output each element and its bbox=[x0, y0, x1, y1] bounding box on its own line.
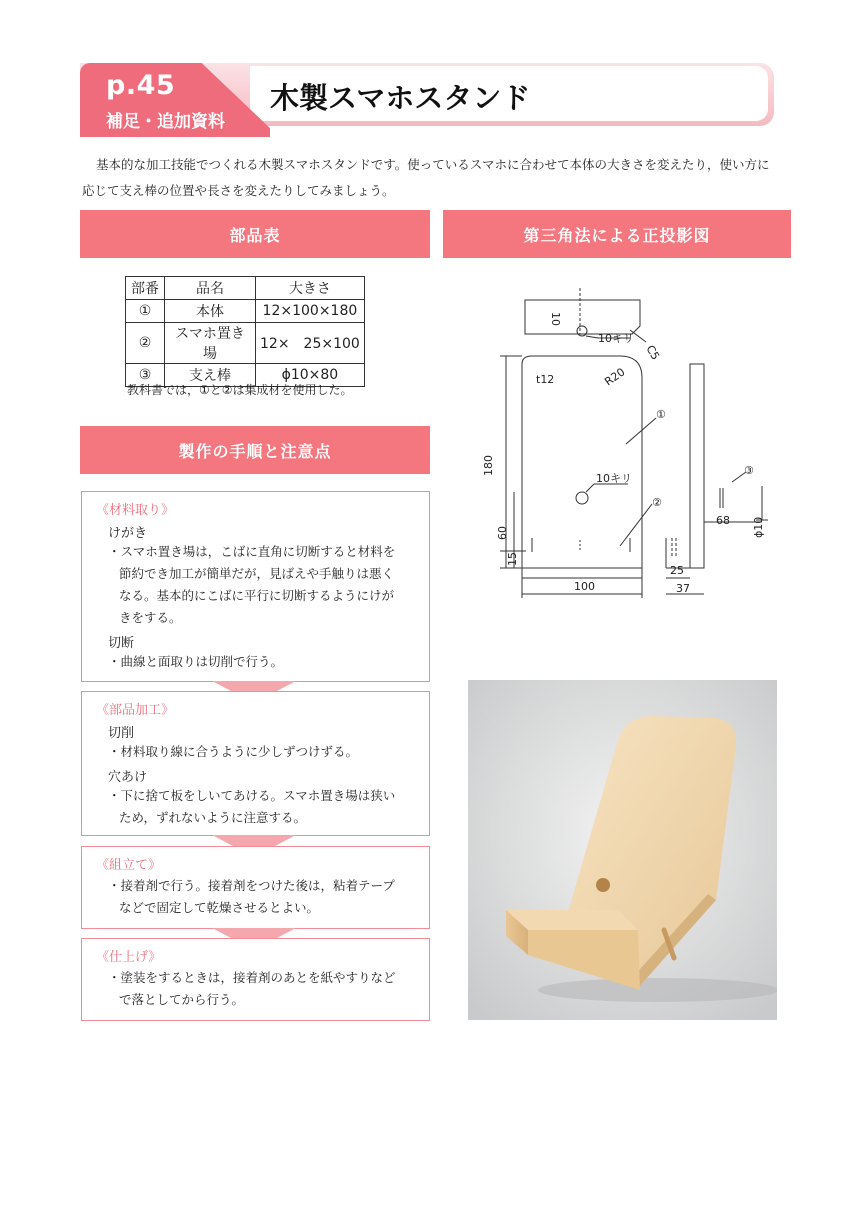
top-view-outline bbox=[525, 300, 640, 334]
radius-label: R20 bbox=[602, 365, 628, 389]
step-text: ・接着剤で行う。接着剤をつけた後は，粘着テープ bbox=[108, 878, 395, 893]
step-subheading: 穴あけ bbox=[108, 770, 148, 785]
part-leader bbox=[620, 504, 652, 546]
dim-37: 37 bbox=[676, 582, 690, 595]
parts-table bbox=[125, 276, 365, 387]
step-text: ・下に捨て板をしいてあける。スマホ置き場は狭い bbox=[108, 788, 396, 803]
step-subheading: 切削 bbox=[108, 726, 135, 741]
step-assembly bbox=[81, 846, 430, 929]
part3-label: ③ bbox=[744, 464, 754, 477]
hole-leader bbox=[586, 336, 598, 338]
dim-15: 15 bbox=[506, 552, 519, 566]
step-text: きをする。 bbox=[119, 610, 182, 625]
dim-100: 100 bbox=[574, 580, 595, 593]
parts-heading: 部品表 bbox=[80, 210, 430, 258]
step-text: ・材料取り線に合うように少しずつけずる。 bbox=[108, 744, 359, 759]
product-photo bbox=[468, 680, 777, 1020]
hole-leader bbox=[586, 484, 594, 492]
table-cell: 12× 25×100 bbox=[256, 323, 365, 364]
table-cell: ϕ10×80 bbox=[256, 364, 365, 387]
orthographic-drawing bbox=[470, 268, 780, 618]
step-subheading: けがき bbox=[108, 526, 148, 541]
phone-rest-top bbox=[506, 910, 638, 930]
step-text: などで固定して乾燥させるとよい。 bbox=[119, 900, 320, 915]
table-cell: 支え棒 bbox=[165, 364, 256, 387]
intro-text: 基本的な加工技能でつくれる木製スマホスタンドです。使っているスマホに合わせて本体の大きさを変えたり，使い方に応じて支え棒の位置や長さを変えたりしてみましょう。 bbox=[82, 157, 770, 198]
side-view-body bbox=[690, 364, 704, 568]
step-title: 《組立て》 bbox=[96, 858, 162, 873]
step-subheading: 切断 bbox=[108, 636, 135, 651]
page-title: 木製スマホスタンド bbox=[270, 81, 531, 115]
table-cell: 本体 bbox=[165, 300, 256, 323]
column-header: 部番 bbox=[126, 277, 165, 300]
table-cell: ② bbox=[126, 323, 165, 364]
table-header-row bbox=[126, 277, 365, 300]
step-text: で落としてから行う。 bbox=[119, 992, 245, 1007]
badge-subtitle: 補足・追加資料 bbox=[106, 112, 225, 132]
dim-68: 68 bbox=[716, 514, 730, 527]
parts-note: 教科書では，①と②は集成材を使用した。 bbox=[127, 383, 353, 397]
step-title: 《部品加工》 bbox=[96, 703, 175, 718]
step-text: ・塗装をするときは，接着剤のあとを紙やすりなど bbox=[108, 970, 396, 985]
dim-phi10: ϕ10 bbox=[752, 516, 765, 538]
step-finishing bbox=[81, 938, 430, 1021]
step-text: なる。基本的にこばに平行に切断するようにけが bbox=[119, 588, 395, 603]
front-view-outline bbox=[522, 356, 642, 568]
dim-180: 180 bbox=[482, 455, 495, 476]
table-cell: ① bbox=[126, 300, 165, 323]
table-row bbox=[126, 300, 365, 323]
hole-label-front: 10キリ bbox=[596, 472, 632, 485]
step-text: ・スマホ置き場は，こばに直角に切断すると材料を bbox=[108, 544, 396, 559]
step-title: 《材料取り》 bbox=[96, 503, 175, 518]
dim-60: 60 bbox=[496, 526, 509, 540]
step-processing bbox=[81, 691, 430, 836]
step-text: ・曲線と面取りは切削で行う。 bbox=[108, 654, 284, 669]
part1-label: ① bbox=[656, 408, 666, 421]
step-text: ため，ずれないように注意する。 bbox=[119, 810, 307, 825]
dim-25: 25 bbox=[670, 564, 684, 577]
projection-heading: 第三角法による正投影図 bbox=[443, 210, 791, 258]
dim-10: 10 bbox=[549, 312, 562, 326]
procedure-heading: 製作の手順と注意点 bbox=[80, 426, 430, 474]
step-title: 《仕上げ》 bbox=[96, 950, 162, 965]
chamfer-label: C5 bbox=[643, 343, 663, 363]
page-number: p.45 bbox=[106, 70, 176, 101]
table-cell: スマホ置き場 bbox=[165, 323, 256, 364]
thickness-label: t12 bbox=[536, 373, 555, 386]
part-leader bbox=[626, 418, 656, 444]
stand-shadow bbox=[538, 978, 777, 1002]
part2-label: ② bbox=[652, 496, 662, 509]
table-cell: 12×100×180 bbox=[256, 300, 365, 323]
table-cell: ③ bbox=[126, 364, 165, 387]
front-hole bbox=[576, 492, 588, 504]
step-text: 節約でき加工が簡単だが，見ばえや手触りは悪く bbox=[119, 566, 395, 581]
column-header: 品名 bbox=[165, 277, 256, 300]
dowel-hole bbox=[596, 878, 610, 892]
step-materials bbox=[81, 491, 430, 682]
hole-label-top: 10キリ bbox=[598, 332, 634, 345]
column-header: 大きさ bbox=[256, 277, 365, 300]
table-row bbox=[126, 323, 365, 364]
